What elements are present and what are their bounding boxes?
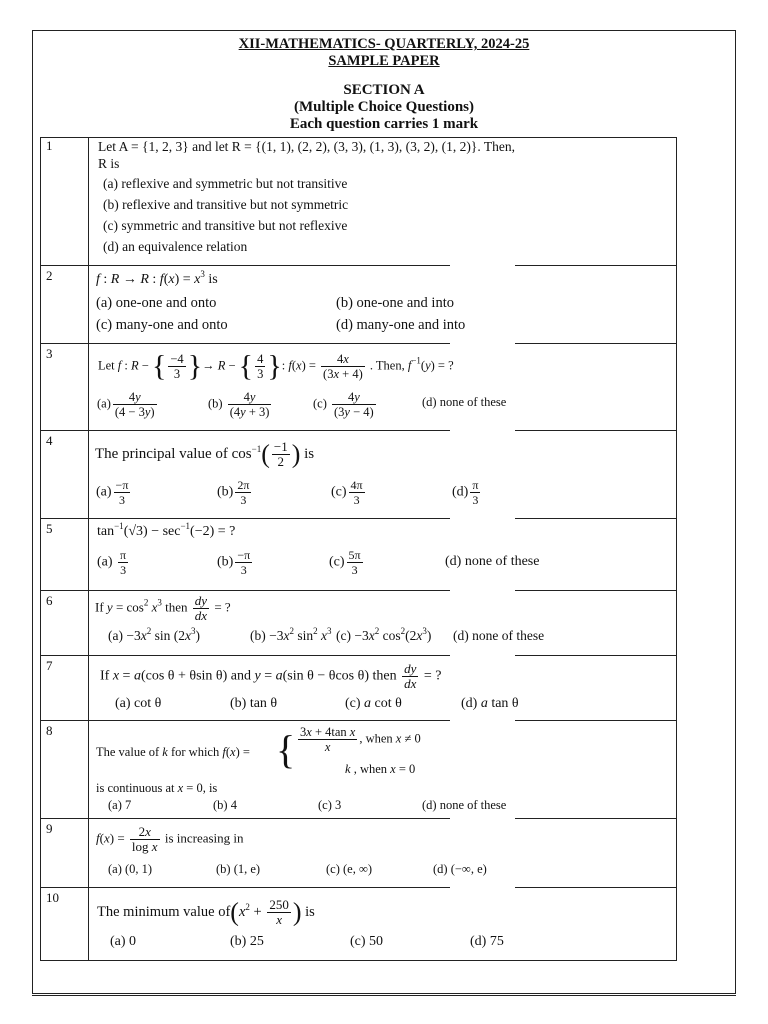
- question-number: 2: [46, 268, 53, 283]
- question-3-option-b: (b) $\frac{4y}{(4y + 3)}$: [208, 390, 270, 419]
- question-5-option-a: (a) $\frac{\pi}{3}$: [97, 548, 127, 577]
- question-2-stem: f : R → R : $f(x) = x^3$ is: [96, 269, 218, 287]
- question-1-stem-line1: Let A = {1, 2, 3} and let R = {(1, 1), (2, 2), (3, 3), (1, 3), (3, 2), (1, 2)}. Then,: [98, 139, 515, 154]
- question-7-option-d: (d) a tan θ: [461, 696, 519, 711]
- question-5-option-b: (b) $\frac{-\pi}{3}$: [217, 548, 251, 577]
- question-10-option-b: (b) 25: [230, 934, 264, 949]
- question-7-option-b: (b) tan θ: [230, 696, 278, 711]
- question-8-option-c: (c) 3: [318, 798, 342, 812]
- question-3-option-d: (d) none of these: [422, 395, 507, 409]
- row-divider: [40, 818, 677, 819]
- question-8-case-2: k , when x = 0: [345, 762, 416, 776]
- question-9-option-c: (c) (e, ∞): [326, 862, 373, 876]
- question-number: 3: [46, 346, 53, 361]
- question-7-stem: If x = a(cos θ + θsin θ) and y = a(sin θ − θcos θ) then $\frac{dy}{dx}$ = ?: [100, 661, 442, 691]
- question-10-option-d: (d) 75: [470, 934, 504, 949]
- question-1-option-b: (b) reflexive and transitive but not symmetric: [103, 197, 349, 212]
- question-9-option-a: (a) (0, 1): [108, 862, 153, 876]
- question-2-option-c: (c) many-one and onto: [96, 317, 228, 333]
- question-number: 4: [46, 433, 53, 448]
- question-3-stem: Let f : R − { $\frac{-4}{3}$ }→ R − { $\frac{4}{3}$ }: f(x) = $\frac{4x}{(3x + 4)}$ . Then, $f^{-1}(y)$ = ?: [98, 349, 454, 383]
- exam-title: XII-MATHEMATICS- QUARTERLY, 2024-25: [238, 36, 530, 52]
- page-border-bottom: [32, 993, 736, 996]
- row-divider: [40, 430, 677, 431]
- question-1-option-a: (a) reflexive and symmetric but not transitive: [103, 176, 348, 191]
- marks-note: Each question carries 1 mark: [289, 116, 479, 132]
- question-9-option-d: (d) (−∞, e): [433, 862, 487, 876]
- question-1-stem-line2: R is: [98, 156, 120, 171]
- question-4-option-d: (d) $\frac{\pi}{3}$: [452, 478, 479, 507]
- question-number: 8: [46, 723, 53, 738]
- row-divider: [40, 720, 677, 721]
- question-7-option-a: (a) cot θ: [115, 696, 162, 711]
- question-2-option-b: (b) one-one and into: [336, 295, 454, 311]
- row-divider: [40, 887, 677, 888]
- question-8-stem: The value of k for which f(x) =: [96, 745, 250, 759]
- question-8-stem-end: is continuous at x = 0, is: [96, 781, 218, 795]
- row-divider: [40, 265, 677, 266]
- question-6-option-c: $(c) -3x^2$ $\cos^2(2x^3)$: [336, 626, 432, 643]
- question-8-brace: {: [276, 727, 296, 772]
- question-8-option-a: (a) 7: [108, 798, 132, 812]
- question-10-stem: The minimum value $of(x^2$ + $\frac{250}{x}$ ) is: [97, 897, 315, 927]
- question-4-stem: The principal value of $\cos^{-1}$( $\frac{-1}{2}$ ) is: [95, 439, 315, 469]
- question-10-option-a: (a) 0: [110, 934, 137, 949]
- question-8-option-b: (b) 4: [213, 798, 237, 812]
- question-9-option-b: (b) (1, e): [216, 862, 261, 876]
- question-6-option-b: $(b) -3x^2$ $\sin^2 x^3$: [250, 626, 332, 643]
- question-4-option-a: (a) $\frac{-\pi}{3}$: [96, 478, 129, 507]
- section-subtitle: (Multiple Choice Questions): [294, 99, 474, 115]
- question-5-option-d: (d) none of these: [445, 554, 540, 569]
- row-divider: [40, 590, 677, 591]
- question-number: 10: [46, 890, 59, 905]
- question-6-option-d: (d) none of these: [453, 628, 545, 643]
- row-divider: [40, 655, 677, 656]
- question-6-option-a: $(a) -3x^2$ $\sin (2x^3)$: [108, 626, 200, 643]
- question-8-option-d: (d) none of these: [422, 798, 507, 812]
- question-1-option-c: (c) symmetric and transitive but not reflexive: [103, 218, 348, 233]
- question-2-option-d: (d) many-one and into: [336, 317, 466, 333]
- row-divider: [40, 343, 677, 344]
- question-number: 9: [46, 821, 53, 836]
- question-5-stem: $\tan^{-1}(√3) - \sec^{-1}(-2)$ = ?: [97, 521, 236, 539]
- question-9-stem: f(x) = $\frac{2x}{\text{log x}}$ is increasing in: [96, 824, 244, 854]
- question-1-option-d: (d) an equivalence relation: [103, 239, 248, 254]
- question-5-option-c: (c) $\frac{5\pi}{3}$: [329, 548, 361, 577]
- question-3-option-c: (c) $\frac{4y}{(3y - 4)}$: [313, 390, 374, 419]
- question-10-option-c: (c) 50: [350, 934, 384, 949]
- number-column-divider: [88, 137, 89, 961]
- question-number: 1: [46, 138, 53, 153]
- question-4-option-c: (c) $\frac{4\pi}{3}$: [331, 478, 363, 507]
- section-title: SECTION A: [343, 82, 425, 98]
- question-3-option-a: (a) $\frac{4y}{(4 - 3y)}$: [97, 390, 155, 419]
- question-2-option-a: (a) one-one and onto: [96, 295, 217, 311]
- row-divider: [40, 518, 677, 519]
- question-7-option-c: (c) a cot θ: [345, 696, 402, 711]
- question-number: 5: [46, 521, 53, 536]
- question-number: 6: [46, 593, 53, 608]
- question-6-stem: If $y = \cos^2 x^3$ then $\frac{dy}{dx}$ = ?: [95, 593, 231, 623]
- paper-type: SAMPLE PAPER: [328, 53, 440, 69]
- question-8-case-1: $\frac{\text{3x + 4tan x}}{x}$ , when x ≠ 0: [300, 725, 421, 754]
- question-number: 7: [46, 658, 53, 673]
- question-4-option-b: (b) $\frac{2\pi}{3}$: [217, 478, 250, 507]
